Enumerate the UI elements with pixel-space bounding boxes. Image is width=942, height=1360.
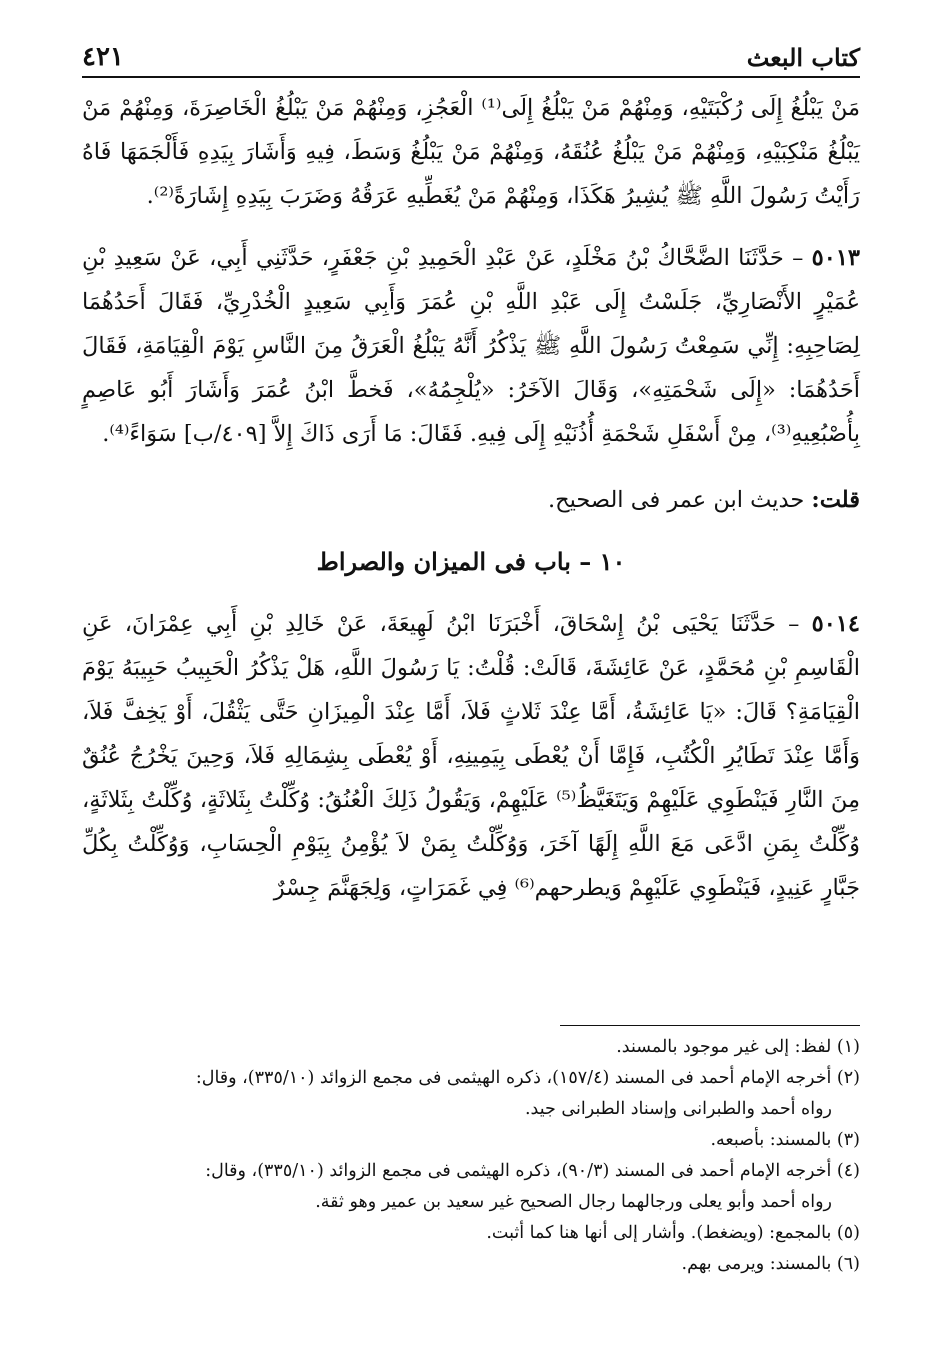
footnote-divider (560, 1025, 860, 1026)
main-text (82, 86, 860, 910)
qult-text: حديث ابن عمر فى الصحيح. (547, 487, 812, 513)
hadith-number: ٥٠١٣ (811, 245, 860, 271)
hadith-text: – حَدَّثَنَا الضَّحَّاكُ بْنُ مَخْلَدٍ، عَنْ عَبْدِ الْحَمِيدِ بْنِ جَعْفَرٍ، حَدَّثَنِي أَبِي، عَنْ سَعِيدِ بْنِ عُمَيْرٍ الأَنْصَارِيِّ، جَلَسْتُ إِلَى عَبْدِ اللَّهِ بْنِ عُمَرَ وَأَبِي سَعِيدٍ الْخُدْرِيِّ، فَقَالَ أَحَدُهُمَا لِصَاحِبِهِ: إِنِّي سَمِعْتُ رَسُولَ اللَّهِ ﷺ يَذْكُرُ أَنَّهُ يَبْلُغُ الْعَرَقُ مِنَ النَّاسِ يَوْمَ الْقِيَامَةِ، فَقَالَ أَحَدُهُمَا: «إِلَى شَحْمَتِهِ»، وَقَالَ الآخَرُ: «يُلْجِمُهُ»، فَخطَّ ابْنُ عُمَرَ وَأَشَارَ أَبُو عَاصِمٍ بِأُصْبُعِيهِ⁽³⁾، مِنْ أَسْفَلِ شَحْمَةِ أُذُنَيْهِ إِلَى فِيهِ. فَقَالَ: مَا أَرَى ذَاكَ إِلاَّ [٤٠٩/ب] سَوَاءً⁽⁴⁾. (82, 245, 860, 447)
qult-label: قلت: (811, 487, 860, 513)
running-title: كتاب البعث (746, 43, 860, 72)
hadith-5013 (82, 236, 860, 456)
hadith-5014 (82, 602, 860, 910)
footnote-1: (١) لفظ: إلى غير موجود بالمسند. (616, 1037, 860, 1057)
hadith-text: – حَدَّثَنَا يَحْيَى بْنُ إِسْحَاقَ، أَخْبَرَنَا ابْنُ لَهِيعَةَ، عَنْ خَالِدِ بْنِ أَبِي عِمْرَانَ، عَنِ الْقَاسِمِ بْنِ مُحَمَّدٍ، عَنْ عَائِشَةَ، قَالَتْ: قُلْتُ: يَا رَسُولَ اللَّهِ، هَلْ يَذْكُرُ الْحَبِيبُ حَبِيبَهُ يَوْمَ الْقِيَامَةِ؟ قَالَ: «يَا عَائِشَةُ، أَمَّا عِنْدَ ثَلاثٍ فَلاَ، أَمَّا عِنْدَ الْمِيزَانِ حَتَّى يَثْقُلَ، أَوْ يَخِفَّ فَلاَ، وَأَمَّا عِنْدَ تَطَايُرِ الْكُتُبِ، فَإِمَّا أَنْ يُعْطَى بِيَمِينِهِ، أَوْ يُعْطَى بِشِمَالِهِ فَلاَ، وَحِينَ يَخْرُجُ عُنُقٌ مِنَ النَّارِ فَيَنْطَوِي عَلَيْهِمْ وَيَتَغَيَّظُ⁽⁵⁾ عَلَيْهِمْ، وَيَقُولُ ذَلِكَ الْعُنُقُ: وُكِّلْتُ بِثَلاثَةٍ، وُكِّلْتُ بِثَلاثَةٍ، وُكِّلْتُ بِمَنِ ادَّعَى مَعَ اللَّهِ إِلَهًا آخَرَ، وَوُكِّلْتُ بِمَنْ لاَ يُؤْمِنُ بِيَوْمِ الْحِسَابِ، وَوُكِّلْتُ بِكُلِّ جَبَّارٍ عَنِيدٍ، فَيَنْطَوِي عَلَيْهِمْ وَيطرحهم⁽⁶⁾ فِي غَمَرَاتٍ، وَلِجَهَنَّمَ جِسْرٌ (82, 611, 861, 901)
footnote-6: (٦) بالمسند: ويرمى بهم. (681, 1254, 860, 1274)
footnote-4: (٤) أخرجه الإمام أحمد فى المسند (٩٠/٣)، ذكره الهيثمى فى مجمع الزوائد (٣٣٥/١٠)، وقال: (205, 1161, 860, 1181)
section-title: ١٠ – باب فى الميزان والصراط (316, 547, 626, 576)
page-number: ٤٢١ (82, 42, 124, 72)
hadith-number: ٥٠١٤ (811, 611, 860, 637)
qult-note (82, 478, 860, 522)
footnote-3: (٣) بالمسند: بأصبعه. (710, 1130, 860, 1150)
opening-paragraph: مَنْ يَبْلُغُ إِلَى رُكْبَتَيْهِ، وَمِنْهُمْ مَنْ يَبْلُغُ إِلَى⁽¹⁾ الْعَجُزِ، وَمِنْهُمْ مَنْ يَبْلُغُ الْخَاصِرَةَ، وَمِنْهُمْ مَنْ يَبْلُغُ مَنْكِبَيْهِ، وَمِنْهُمْ مَنْ يَبْلُغُ عُنُقَهُ، وَمِنْهُمْ مَنْ يَبْلُغُ وَسَطَ، فِيهِ وَأَشَارَ بِيَدِهِ فَأَلْجَمَهَا فَاهُ رَأَيْتُ رَسُولَ اللَّهِ ﷺ يُشِيرُ هَكَذَا، وَمِنْهُمْ مَنْ يُغَطِّيهِ عَرَقُهُ وَضَرَبَ بِيَدِهِ إِشَارَةً⁽²⁾. (82, 95, 860, 209)
footnote-2-continued: رواه أحمد والطبرانى وإسناد الطبرانى جيد. (524, 1099, 832, 1119)
footnote-2: (٢) أخرجه الإمام أحمد فى المسند (١٥٧/٤)، ذكره الهيثمى فى مجمع الزوائد (٣٣٥/١٠)، وقال: (195, 1068, 860, 1088)
footnote-4-continued: رواه أحمد وأبو يعلى ورجالهما رجال الصحيح غير سعيد بن عمير وهو ثقة. (315, 1192, 832, 1212)
footnote-5: (٥) بالمجمع: (ويضغط). وأشار إلى أنها هنا كما أثبت. (486, 1223, 860, 1243)
page-header (82, 40, 860, 78)
footnotes (82, 1025, 860, 1280)
